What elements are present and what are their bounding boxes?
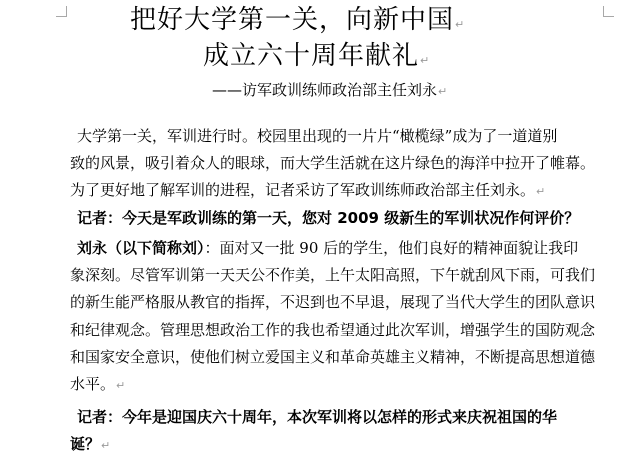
body-text: ：面对又一批 90 后的学生，他们良好的精神面貌让我印 [204,239,579,257]
answer-1-line-1 [77,236,578,260]
paragraph-1-line-1 [77,124,557,148]
answer-1-line-3 [70,290,595,314]
page-corner-mark-top-right [603,6,614,17]
body-text: 和国家安全意识，使他们树立爱国主义和革命英雄主义精神，不断提高思想道德 [70,348,596,366]
title-line-1-text: 把好大学第一关，向新中国 [130,5,455,35]
answer-1-line-6 [70,372,125,396]
question-2-line-2 [70,432,110,454]
answer-1-line-2 [70,263,595,287]
page-corner-mark-top-left [56,6,67,17]
paragraph-mark-icon: ↵ [420,54,431,67]
body-text: 和纪律观念。管理思想政治工作的我也希望通过此次军训，增强学生的国防观念 [70,321,596,339]
question-1 [77,206,579,230]
answer-1-line-5 [70,345,595,369]
paragraph-mark-icon: ↵ [116,379,126,392]
paragraph-mark-icon: ↵ [101,439,111,452]
body-text: 为了更好地了解军训的进程，记者采访了军政训练师政治部主任刘永。 [70,181,536,199]
title-line-2 [203,41,430,76]
question-2-line-1 [77,405,557,429]
paragraph-1-line-3 [70,178,545,202]
body-text: 大学第一关，军训进行时。校园里出现的一片片“橄榄绿”成为了一道道别 [77,127,558,145]
paragraph-1-line-2 [70,151,595,175]
body-text: 象深刻。尽管军训第一天天公不作美，上午太阳高照，下午就刮风下雨，可我们 [70,266,596,284]
question-text: 记者：今年是迎国庆六十周年，本次军训将以怎样的形式来庆祝祖国的华 [77,408,558,426]
speaker-label: 刘永（以下简称刘） [77,239,205,257]
subtitle [212,81,447,101]
body-text: 的新生能严格服从教官的指挥，不迟到也不早退，展现了当代大学生的团队意识 [70,293,596,311]
body-text: 致的风景，吸引着众人的眼球，而大学生活就在这片绿色的海洋中拉开了帷幕。 [70,154,596,172]
question-text: 记者：今天是军政训练的第一天，您对 2009 级新生的军训状况作何评价？ [77,209,580,227]
body-text: 水平。 [70,375,116,393]
title-line-2-text: 成立六十周年献礼 [203,41,420,71]
paragraph-mark-icon: ↵ [455,18,466,31]
question-text: 诞？ [70,435,101,453]
paragraph-mark-icon: ↵ [438,85,448,98]
subtitle-text: ——访军政训练师政治部主任刘永 [212,81,438,99]
title-line-1 [130,5,465,40]
paragraph-mark-icon: ↵ [536,185,546,198]
answer-1-line-4 [70,318,595,342]
